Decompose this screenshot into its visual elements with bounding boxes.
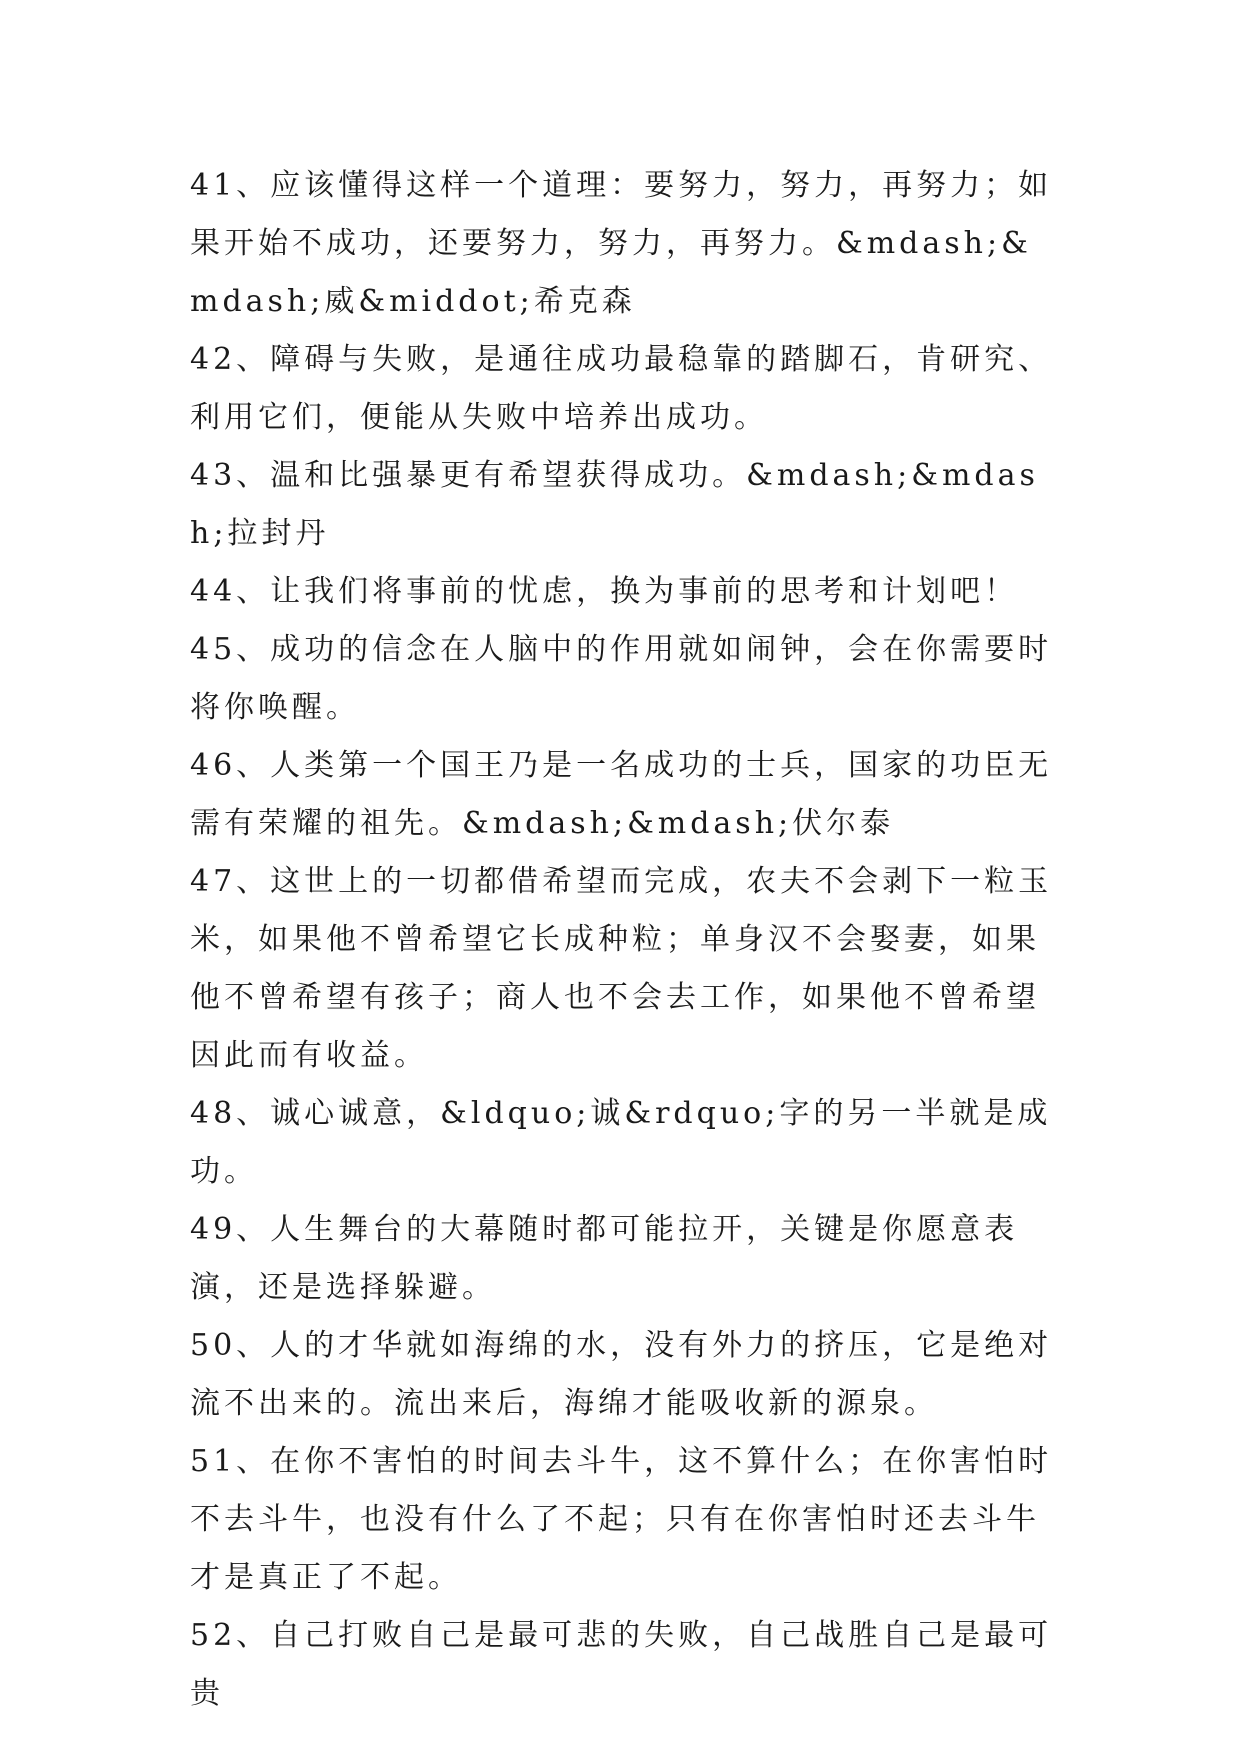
- quote-paragraph-41: 41、应该懂得这样一个道理：要努力，努力，再努力；如果开始不成功，还要努力，努力，再努力。&mdash;&mdash;威&middot;希克森: [190, 168, 1053, 319]
- quote-paragraph-49: 49、人生舞台的大幕随时都可能拉开，关键是你愿意表演，还是选择躲避。: [190, 1212, 1019, 1305]
- document-body: [190, 157, 1060, 1723]
- quote-paragraph-44: 44、让我们将事前的忧虑，换为事前的思考和计划吧！: [190, 574, 1019, 609]
- quote-paragraph-42: 42、障碍与失败，是通往成功最稳靠的踏脚石，肯研究、利用它们，便能从失败中培养出成功。: [190, 342, 1053, 435]
- quote-paragraph-51: 51、在你不害怕的时间去斗牛，这不算什么；在你害怕时不去斗牛，也没有什么了不起；只有在你害怕时还去斗牛才是真正了不起。: [190, 1444, 1053, 1595]
- quote-paragraph-48: 48、诚心诚意，&ldquo;诚&rdquo;字的另一半就是成功。: [190, 1096, 1052, 1189]
- quote-paragraph-50: 50、人的才华就如海绵的水，没有外力的挤压，它是绝对流不出来的。流出来后，海绵才能吸收新的源泉。: [190, 1328, 1053, 1421]
- quote-paragraph-47: 47、这世上的一切都借希望而完成，农夫不会剥下一粒玉米，如果他不曾希望它长成种粒；单身汉不会娶妻，如果他不曾希望有孩子；商人也不会去工作，如果他不曾希望因此而有收益。: [190, 864, 1053, 1073]
- quote-paragraph-43: 43、温和比强暴更有希望获得成功。&mdash;&mdash;拉封丹: [190, 458, 1039, 551]
- quote-paragraph-52: 52、自己打败自己是最可悲的失败，自己战胜自己是最可贵: [190, 1618, 1053, 1711]
- quote-paragraph-45: 45、成功的信念在人脑中的作用就如闹钟，会在你需要时将你唤醒。: [190, 632, 1053, 725]
- quote-paragraph-46: 46、人类第一个国王乃是一名成功的士兵，国家的功臣无需有荣耀的祖先。&mdash;&mdash;伏尔泰: [190, 748, 1053, 841]
